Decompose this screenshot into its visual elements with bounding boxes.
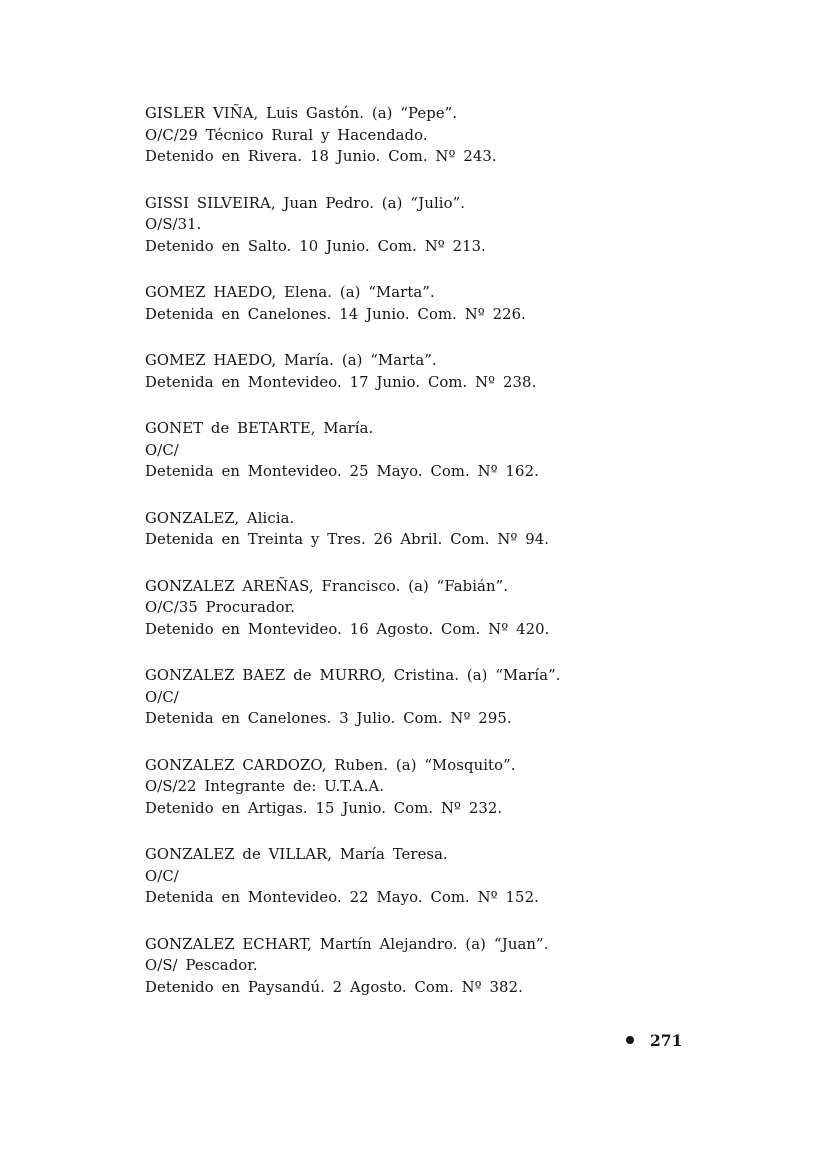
list-item	[145, 282, 785, 325]
entry-detail-line: Detenida en Treinta y Tres. 26 Abril. Com. Nº 94.	[145, 531, 550, 548]
entry-detail-line: Detenido en Rivera. 18 Junio. Com. Nº 243.	[145, 148, 497, 165]
entry-detail-line: Detenido en Artigas. 15 Junio. Com. Nº 232.	[145, 799, 503, 817]
entry-name-line: GONZALEZ, Alicia.	[145, 509, 295, 527]
list-item	[145, 576, 785, 641]
entry-detail-line: O/C/	[145, 441, 179, 459]
list-item	[145, 418, 785, 483]
entry-detail-line: Detenida en Montevideo. 22 Mayo. Com. Nº 152.	[145, 889, 539, 906]
entry-name-line: GONZALEZ ECHART, Martín Alejandro. (a) “Juan”.	[145, 935, 549, 953]
bullet-icon	[626, 1036, 634, 1044]
entry-name-line: GONZALEZ de VILLAR, María Teresa.	[145, 846, 448, 863]
entry-name-line: GOMEZ HAEDO, María. (a) “Marta”.	[145, 352, 437, 369]
entry-name-line: GISLER VIÑA, Luis Gastón. (a) “Pepe”.	[145, 105, 458, 122]
list-item	[145, 665, 785, 730]
entry-detail-line: O/C/35 Procurador.	[145, 599, 295, 616]
entry-list	[145, 103, 785, 1023]
entry-detail-line: Detenida en Montevideo. 17 Junio. Com. Nº 238.	[145, 373, 537, 391]
list-item	[145, 350, 785, 393]
entry-detail-line: Detenida en Montevideo. 25 Mayo. Com. Nº 162.	[145, 463, 539, 480]
entry-detail-line: O/S/22 Integrante de: U.T.A.A.	[145, 778, 385, 795]
entry-detail-line: Detenido en Salto. 10 Junio. Com. Nº 213.	[145, 237, 486, 255]
entry-detail-line: O/C/	[145, 688, 179, 706]
list-item	[145, 193, 785, 258]
entry-detail-line: Detenida en Canelones. 14 Junio. Com. Nº 226.	[145, 305, 526, 323]
page-footer	[626, 1028, 682, 1052]
list-item	[145, 844, 785, 909]
list-item	[145, 755, 785, 820]
entry-name-line: GONZALEZ AREÑAS, Francisco. (a) “Fabián”.	[145, 577, 509, 595]
page-number: 271	[650, 1030, 683, 1050]
entry-detail-line: Detenida en Canelones. 3 Julio. Com. Nº 295.	[145, 710, 512, 727]
entry-detail-line: O/S/ Pescador.	[145, 957, 258, 974]
entry-name-line: GISSI SILVEIRA, Juan Pedro. (a) “Julio”.	[145, 194, 466, 212]
entry-detail-line: O/C/29 Técnico Rural y Hacendado.	[145, 126, 428, 144]
entry-name-line: GONET de BETARTE, María.	[145, 420, 374, 437]
list-item	[145, 934, 785, 999]
entry-name-line: GONZALEZ CARDOZO, Ruben. (a) “Mosquito”.	[145, 756, 516, 774]
list-item	[145, 103, 785, 168]
entry-detail-line: O/S/31.	[145, 216, 202, 233]
entry-detail-line: Detenido en Paysandú. 2 Agosto. Com. Nº 382.	[145, 978, 523, 996]
entry-name-line: GONZALEZ BAEZ de MURRO, Cristina. (a) “María”.	[145, 667, 561, 684]
entry-detail-line: Detenido en Montevideo. 16 Agosto. Com. Nº 420.	[145, 620, 550, 638]
entry-name-line: GOMEZ HAEDO, Elena. (a) “Marta”.	[145, 284, 435, 301]
entry-detail-line: O/C/	[145, 867, 179, 885]
list-item	[145, 508, 785, 551]
